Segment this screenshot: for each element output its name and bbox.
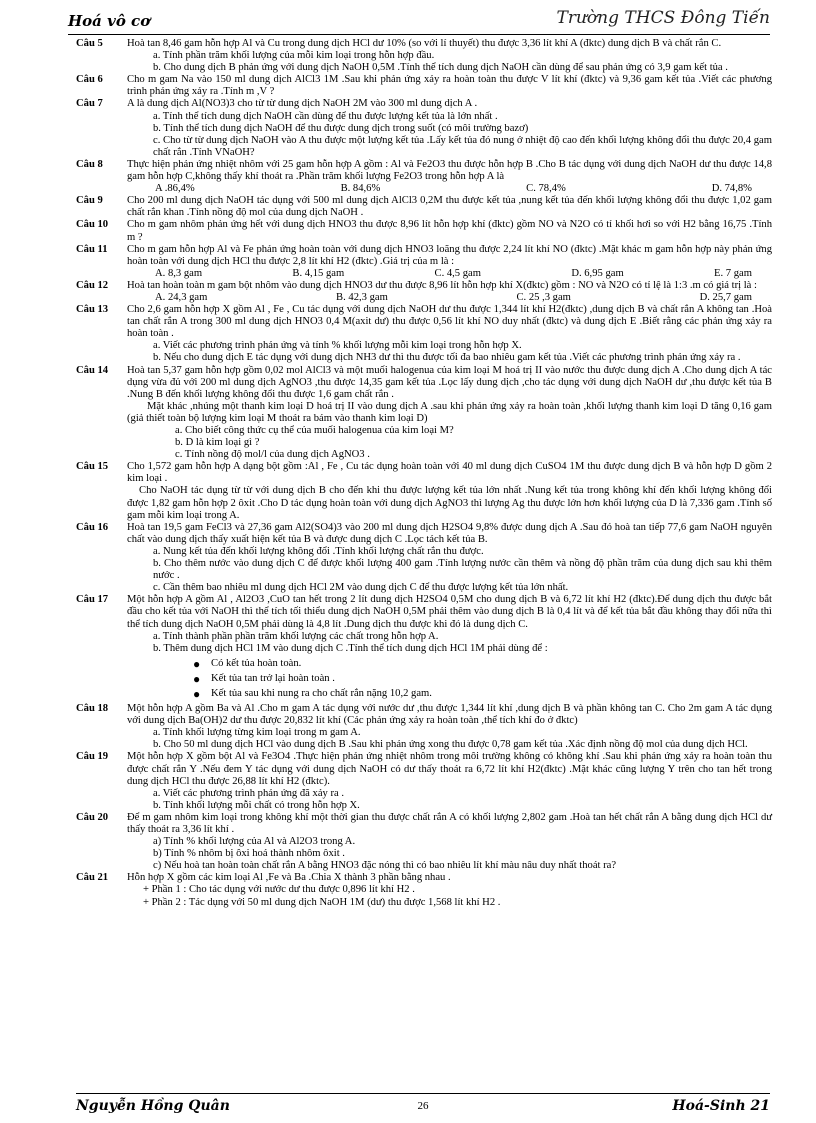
question-number: Câu 5 [76,38,103,49]
footer-class: Hoá-Sinh 21 [672,1098,770,1114]
option-a: A. 8,3 gam [155,267,203,279]
question-16 [76,522,772,595]
question-number: Câu 14 [76,364,109,376]
sub-question: b. Tính thể tích dung dịch NaOH để thu được dung dịch trong suốt (có môi trường bazơ) [153,122,529,134]
option-e: E. 7 gam [714,267,752,279]
question-number: Câu 17 [76,594,109,606]
question-number: Câu 21 [76,872,109,884]
question-text: Cho 2,6 gam hỗn hợp X gồm Al , Fe , Cu tác dụng với dung dịch NaOH dư thu được 1,344 lít khí H2(đktc) ,dung dịch B và chất rắn A không tan .Hoà tan chất rắn A trong 300 ml dung dịch HNO3 0,4 M(axit dư) thu được 0,56 lít khí NO duy nhất (đktc) và dung dịch E .Biết rằng các phản ứng xảy ra hoàn toàn . [127,304,772,340]
question-18 [76,703,772,751]
question-21 [76,872,772,908]
question-text: Hỗn hợp X gồm các kim loại Al ,Fe và Ba .Chia X thành 3 phần bằng nhau . [127,872,451,884]
sub-question: a. Tính thành phần phần trăm khối lượng các chất trong hỗn hợp A. [153,630,439,642]
question-number: Câu 10 [76,219,109,231]
question-number: Câu 20 [76,811,109,823]
question-text: Một hỗn hợp A gồm Ba và Al .Cho m gam A tác dụng với nước dư ,thu được 1,344 lít khí ,dung dịch B và phần không tan C. Cho 2m gam A tác dụng với dung dịch Ba(OH)2 dư thu được 20,832 lít khí (Các phản ứng xảy ra hoàn toàn ,thể tích khí đo ở đktc) [127,703,772,727]
sub-question: b. Thêm dung dịch HCl 1M vào dung dịch C .Tính thể tích dung dịch HCl 1M phải dùng để : [153,642,548,654]
answer-options [127,268,772,280]
question-number: Câu 18 [76,703,109,715]
question-17 [76,594,772,703]
question-number: Câu 7 [76,98,103,110]
question-9 [76,195,772,219]
option-c: C. 78,4% [526,183,566,195]
question-text: Để m gam nhôm kim loại trong không khí một thời gian thu được chất rắn A có khối lượng 2,802 gam .Hoà tan hết chất rắn A bằng dung dịch HCl dư thấy thoát ra 3,36 lít khí . [127,811,772,835]
option-d: D. 6,95 gam [571,267,624,279]
question-10 [76,219,772,243]
question-7 [76,98,772,158]
option-d: D. 74,8% [711,183,752,195]
question-text: Cho 1,572 gam hỗn hợp A dạng bột gồm :Al , Fe , Cu tác dụng hoàn toàn với 40 ml dung dịch CuSO4 1M thu được dung dịch B và hỗn hợp D gồm 2 kim loại . [127,461,772,485]
sub-question: b. D là kim loại gì ? [175,437,260,449]
page-footer [76,1093,770,1118]
sub-question: c) Nếu hoà tan hoàn toàn chất rắn A bằng HNO3 đặc nóng thì có bao nhiêu lít khí màu nâu duy nhất thoát ra? [153,860,617,872]
question-text: Thực hiện phản ứng nhiệt nhôm với 25 gam hỗn hợp A gồm : Al và Fe2O3 thu được hỗn hợp B .Cho B tác dụng với dung dịch NaOH dư thu được 14,8 gam hỗn hợp C,không thấy khí thoát ra .Phần trăm khối lượng Fe2O3 trong hỗn hợp A là [127,158,772,183]
question-number: Câu 9 [76,195,103,207]
sub-question: b. Tính khối lượng mỗi chất có trong hỗn hợp X. [153,799,360,811]
sub-question: a. Nung kết tủa đến khối lượng không đổi .Tính khối lượng chất rắn thu được. [153,545,484,557]
sub-question: c. Cho từ từ dung dịch NaOH vào A thu được một lượng kết tủa .Lấy kết tủa đó nung ở nhiệt độ cao đến khối lượng không đổi thu được 20,4 gam chất rắn .Tính VNaOH? [153,134,772,158]
sub-question: b. Cho 50 ml dung dịch HCl vào dung dịch B .Sau khi phản ứng xong thu được 0,78 gam kết tủa .Xác định nồng độ mol của dung dịch HCl. [153,739,748,751]
answer-options [127,183,772,195]
bullet-icon: ● [193,671,201,686]
question-19 [76,751,772,811]
sub-question: c. Cần thêm bao nhiêu ml dung dịch HCl 2M vào dung dịch C để thu được lượng kết tủa lớn nhất. [153,582,569,594]
sub-question: a. Viết các phương trình phản ứng và tính % khối lượng mỗi kim loại trong hỗn hợp X. [153,340,522,352]
question-13 [76,304,772,364]
footer-author: Nguyễn Hồng Quân [76,1098,230,1114]
question-text-continued: Cho NaOH tác dụng từ từ với dung dịch B cho đến khi thu được lượng kết tủa lớn nhất .Nung kết tủa trong không khí đến khối lượng không đổi được 1,82 gam hỗn hợp 2 ôxit .Cho D tác dụng hoàn toàn với dung dịch AgNO3 thì lượng Ag thu được lớn hơn khối lượng của D là 7,336 gam .Tính số gam mỗi kim loại trong A. [127,485,772,521]
sub-question: a. Viết các phương trình phản ứng đã xảy ra . [153,787,344,799]
sub-question: c. Tính nồng độ mol/l của dung dịch AgNO3 . [175,449,370,461]
question-number: Câu 19 [76,751,109,763]
sub-question: a. Tính thể tích dung dịch NaOH cần dùng để thu được lượng kết tủa là lớn nhất . [153,110,498,122]
question-number: Câu 15 [76,461,109,473]
question-12 [76,280,772,304]
sub-question: b. Cho dung dịch B phản ứng với dung dịch NaOH 0,5M .Tính thể tích dung dịch NaOH cần dùng để sau phản ứng có 3,9 gam kết tủa . [153,62,728,74]
question-number: Câu 11 [76,243,108,255]
bullet-icon: ● [193,656,201,671]
sub-question: b. Nếu cho dung dịch E tác dụng với dung dịch NH3 dư thì thu được tối đa bao nhiêu gam kết tủa .Viết các phương trình phản ứng xảy ra . [153,352,741,364]
question-11 [76,244,772,280]
page-header [68,8,770,35]
question-text: Một hỗn hợp A gồm Al , Al2O3 ,CuO tan hết trong 2 lít dung dịch H2SO4 0,5M cho dung dịch B và 6,72 lít khí H2 (đktc).Để dung dịch thu được bắt đầu cho kết tủa với NaOH thì thể tích tối thiểu dung dịch NaOH 0,5M phải thêm vào dung dịch B là 0,4 lít và để kết tủa bắt đầu không thay đổi nữa thì thể tích dung dịch NaOH 0,5M phải dùng là 4,8 lít .Dung dịch thu được khi đó là dung dịch C. [127,594,772,630]
sub-question: + Phần 1 : Cho tác dụng với nước dư thu được 0,896 lít khí H2 . [143,884,415,896]
question-text: Cho m gam nhôm phản ứng hết với dung dịch HNO3 thu được 8,96 lít hỗn hợp khí (đktc) gồm NO và N2O có tỉ khối hơi so với H2 bằng 16,75 .Tính m ? [127,219,772,243]
question-text: A là dung dịch Al(NO3)3 cho từ từ dung dịch NaOH 2M vào 300 ml dung dịch A . [127,98,478,110]
question-5 [76,38,772,74]
option-a: A .86,4% [155,183,195,195]
bullet-item: ● Kết tủa sau khi nung ra cho chất rắn nặng 10,2 gam. [193,686,432,701]
bullet-item: ● Có kết tủa hoàn toàn. [193,656,302,671]
question-14 [76,365,772,462]
page-number: 26 [417,1100,429,1112]
question-text: Cho m gam hỗn hợp Al và Fe phản ứng hoàn toàn với dung dịch HNO3 loãng thu được 2,24 lít khí NO (đktc) .Mặt khác m gam hỗn hợp này phản ứng hoàn toàn với dung dịch HCl thu được 2,8 lít khí H2 (đktc) .Giá trị của m là : [127,243,772,267]
sub-question: b. Cho thêm nước vào dung dịch C để được khối lượng 400 gam .Tính lượng nước cần thêm và nồng độ phần trăm của dung dịch sau khi thêm nước . [153,558,772,582]
question-text: Hoà tan 19,5 gam FeCl3 và 27,36 gam Al2(SO4)3 vào 200 ml dung dịch H2SO4 9,8% được dung dịch A .Sau đó hoà tan tiếp 77,6 gam NaOH nguyên chất vào dung dịch thấy xuất hiện kết tủa B và được dung dịch C .Lọc tách kết tủa B. [127,521,772,545]
question-text: Cho m gam Na vào 150 ml dung dịch AlCl3 1M .Sau khi phản ứng xảy ra hoàn toàn thu được V lít khí (đktc) và 9,36 gam kết tủa .Viết các phương trình phản ứng xảy ra .Tính m ,V ? [127,74,772,98]
header-subject: Hoá vô cơ [68,12,151,30]
sub-question: a. Cho biết công thức cụ thể của muối halogenua của kim loại M? [175,425,454,436]
option-b: B. 84,6% [340,183,381,195]
question-number: Câu 8 [76,158,103,170]
option-d: D. 25,7 gam [699,291,752,303]
sub-question: b) Tính % nhôm bị ôxi hoá thành nhôm ôxit . [153,848,345,860]
question-6 [76,74,772,98]
question-number: Câu 12 [76,279,109,291]
option-b: B. 42,3 gam [336,291,388,303]
question-8 [76,159,772,195]
question-text: Hoà tan hoàn toàn m gam bột nhôm vào dung dịch HNO3 dư thu được 8,96 lít hỗn hợp khí X(đktc) gồm : NO và N2O có tỉ lệ là 1:3 .m có giá trị là : [127,279,757,291]
sub-question: a) Tính % khối lượng của Al và Al2O3 trong A. [153,836,356,848]
sub-question: + Phần 2 : Tác dụng với 50 ml dung dịch NaOH 1M (dư) thu được 1,568 lít khí H2 . [143,896,501,908]
option-a: A. 24,3 gam [155,291,208,303]
sub-question: a. Tính phần trăm khối lượng của mỗi kim loại trong hỗn hợp đầu. [153,50,435,62]
question-number: Câu 16 [76,521,109,533]
question-number: Câu 13 [76,304,109,316]
answer-options [127,292,772,304]
bullet-item: ● Kết tủa tan trở lại hoàn toàn . [193,671,335,686]
question-text: Cho 200 ml dung dịch NaOH tác dụng với 500 ml dung dịch AlCl3 0,2M thu được kết tủa ,nung kết tủa đến khối lượng không đổi thu được 1,02 gam chất rắn khan .Tính nồng độ mol của dung dịch NaOH . [127,195,772,219]
option-c: C. 4,5 gam [434,267,481,279]
question-text: Hoà tan 5,37 gam hỗn hợp gồm 0,02 mol AlCl3 và một muối halogenua của kim loại M hoá trị II vào nước thu được dung dịch A .Cho dung dịch A tác dụng vừa đủ với 200 ml dung dịch AgNO3 ,thu được 14,35 gam kết tủa .Lọc lấy dung dịch ,cho tác dụng với dung dịch NaOH dư ,thu được kết tủa B .Nung B đến khối lượng không đổi thu được 1,6 gam chất rắn . [127,364,772,400]
question-number: Câu 6 [76,74,103,86]
question-text: Một hỗn hợp X gồm bột Al và Fe3O4 .Thực hiện phản ứng nhiệt nhôm trong môi trường không có không khí .Sau khi phản ứng xảy ra hoàn toàn thu được chất rắn Y .Nếu đem Y tác dụng với dung dịch NaOH có dư thấy thoát ra 6,72 lít khí H2(đktc) .Mặt khác cũng lượng Y trên cho tan hết trong dung dịch HCl thu được 26,88 lít khí H2 (đktc). [127,751,772,787]
bullet-icon: ● [193,686,201,701]
option-b: B. 4,15 gam [292,267,345,279]
question-15 [76,461,772,521]
header-school: Trường THCS Đông Tiến [556,8,770,28]
question-20 [76,812,772,872]
question-list [76,38,772,909]
option-c: C. 25 ,3 gam [516,291,571,303]
sub-question: a. Tính khối lượng từng kim loại trong m gam A. [153,727,361,739]
question-text-continued: Mặt khác ,nhúng một thanh kim loại D hoá trị II vào dung dịch A .sau khi phản ứng xảy ra hoàn toàn ,khối lượng thanh kim loại D tăng 0,16 gam (giả thiết toàn bộ lượng kim loại M thoát ra bám vào thanh kim loại D) [127,400,772,424]
question-text: Hoà tan 8,46 gam hỗn hợp Al và Cu trong dung dịch HCl dư 10% (so với lí thuyết) thu được 3,36 lít khí A (đktc) dung dịch B và chất rắn C. [127,38,722,49]
